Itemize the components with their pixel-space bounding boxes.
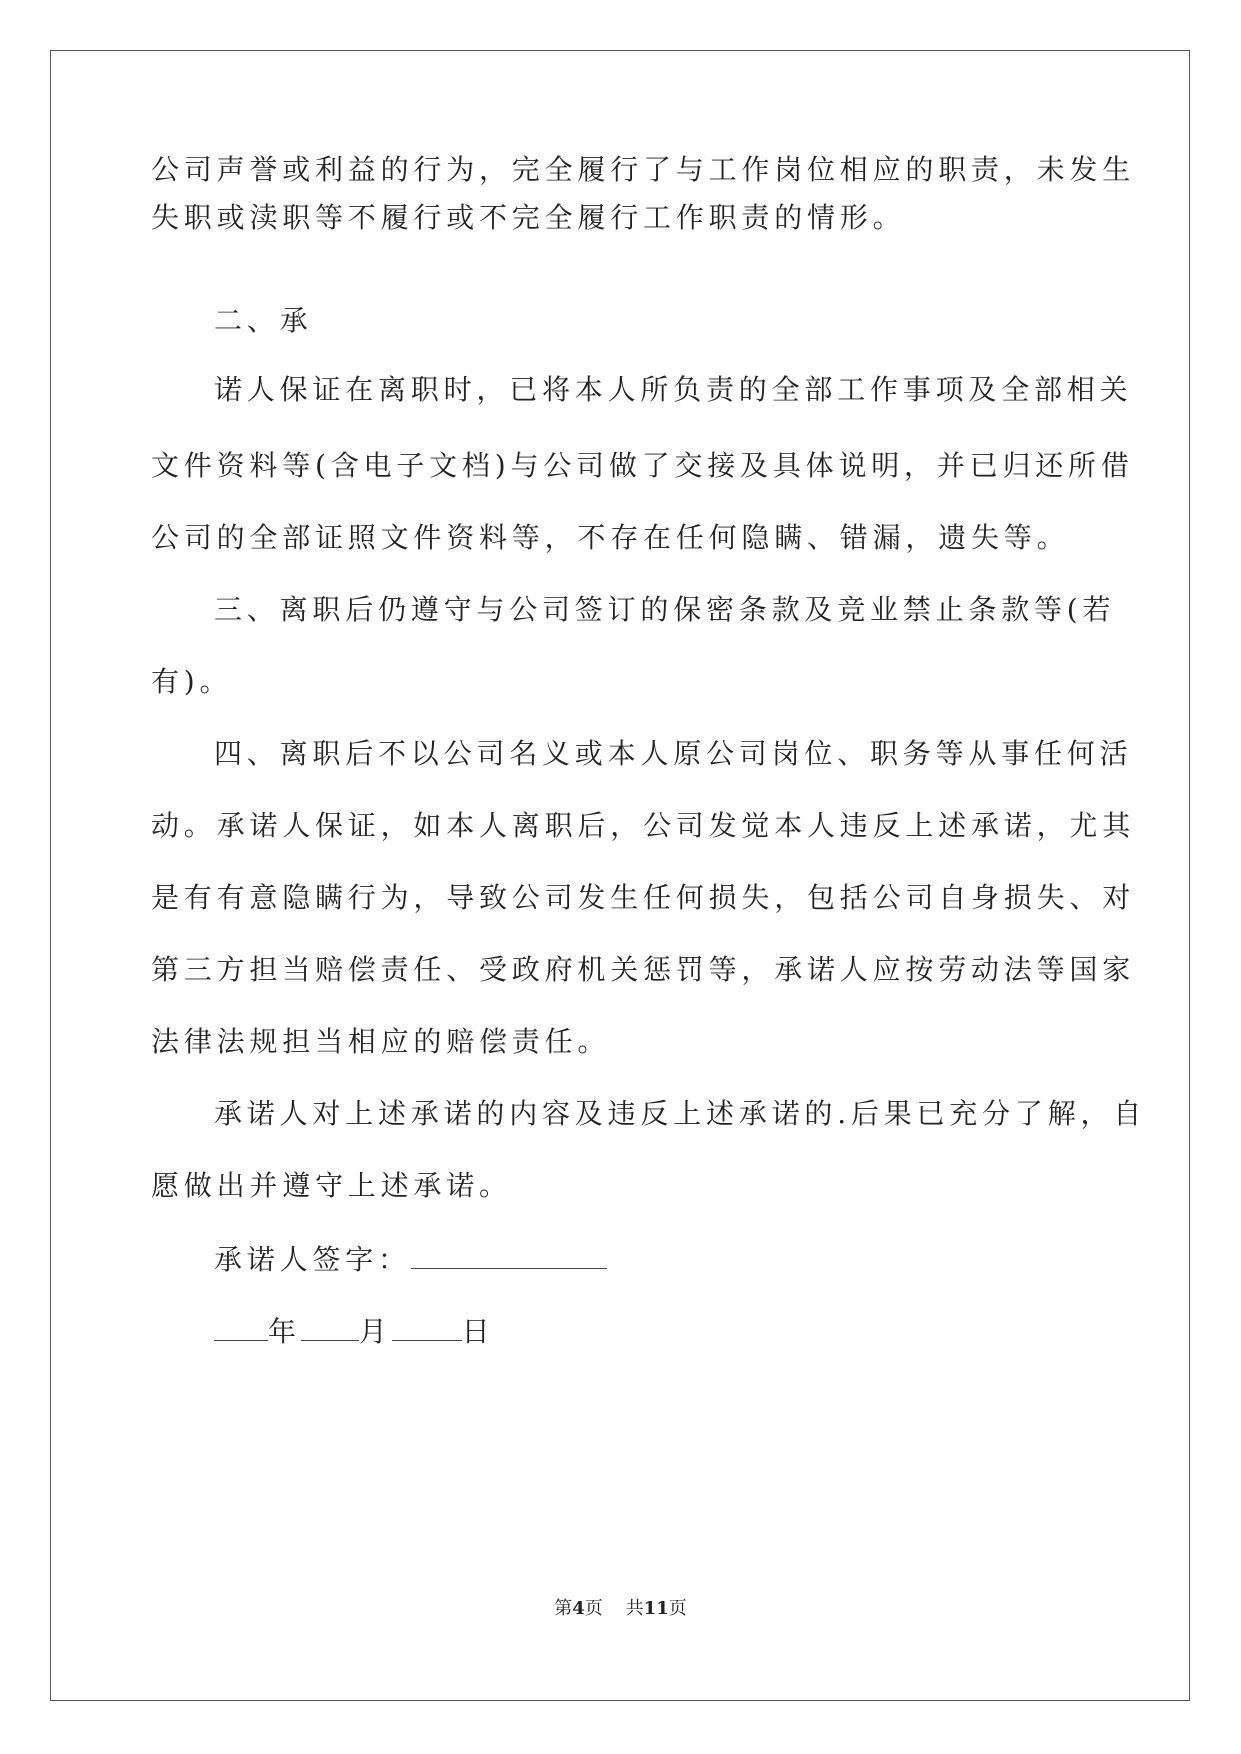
year-blank[interactable] [214, 1310, 268, 1341]
paragraph-line: 文件资料等(含电子文档)与公司做了交接及具体说明，并已归还所借 [151, 449, 1134, 482]
paragraph-line: 诺人保证在离职时，已将本人所负责的全部工作事项及全部相关 [214, 373, 1133, 406]
footer-total-pages: 11 [643, 1598, 669, 1619]
month-label: 月 [358, 1315, 392, 1348]
paragraph-line: 三、离职后仍遵守与公司签订的保密条款及竞业禁止条款等(若 [214, 593, 1116, 626]
page-border [50, 50, 1190, 1701]
month-blank[interactable] [301, 1310, 359, 1341]
paragraph-line: 四、离职后不以公司名义或本人原公司岗位、职务等从事任何活 [214, 737, 1133, 770]
paragraph-line: 法律法规担当相应的赔偿责任。 [151, 1025, 611, 1058]
page-footer [0, 1595, 1241, 1623]
paragraph-line: 失职或渎职等不履行或不完全履行工作职责的情形。 [151, 201, 906, 234]
paragraph-line: 是有有意隐瞒行为，导致公司发生任何损失，包括公司自身损失、对 [151, 881, 1136, 914]
paragraph-line: 愿做出并遵守上述承诺。 [151, 1169, 512, 1202]
date-line [214, 1310, 494, 1350]
paragraph-line: 有)。 [151, 665, 233, 698]
day-blank[interactable] [392, 1310, 462, 1341]
signature-label: 承诺人签字： [214, 1243, 411, 1276]
footer-prefix: 第 [554, 1598, 573, 1619]
paragraph-line: 承诺人对上述承诺的内容及违反上述承诺的.后果已充分了解，自 [214, 1097, 1147, 1130]
footer-page-number: 4 [572, 1598, 585, 1619]
paragraph-line: 动。承诺人保证，如本人离职后，公司发觉本人违反上述承诺，尤其 [151, 809, 1136, 842]
paragraph-line: 公司的全部证照文件资料等，不存在任何隐瞒、错漏，遗失等。 [151, 521, 1070, 554]
paragraph-line: 第三方担当赔偿责任、受政府机关惩罚等，承诺人应按劳动法等国家 [151, 953, 1136, 986]
footer-total-suffix: 页 [668, 1598, 687, 1619]
footer-page-suffix: 页 [584, 1598, 603, 1619]
footer-total-prefix: 共 [625, 1598, 644, 1619]
paragraph-line: 公司声誉或利益的行为，完全履行了与工作岗位相应的职责，未发生 [151, 153, 1136, 186]
day-label: 日 [461, 1315, 495, 1348]
signature-line [214, 1238, 607, 1278]
year-label: 年 [268, 1315, 301, 1348]
signature-blank[interactable] [411, 1238, 607, 1269]
section-heading: 二、承 [214, 304, 313, 337]
